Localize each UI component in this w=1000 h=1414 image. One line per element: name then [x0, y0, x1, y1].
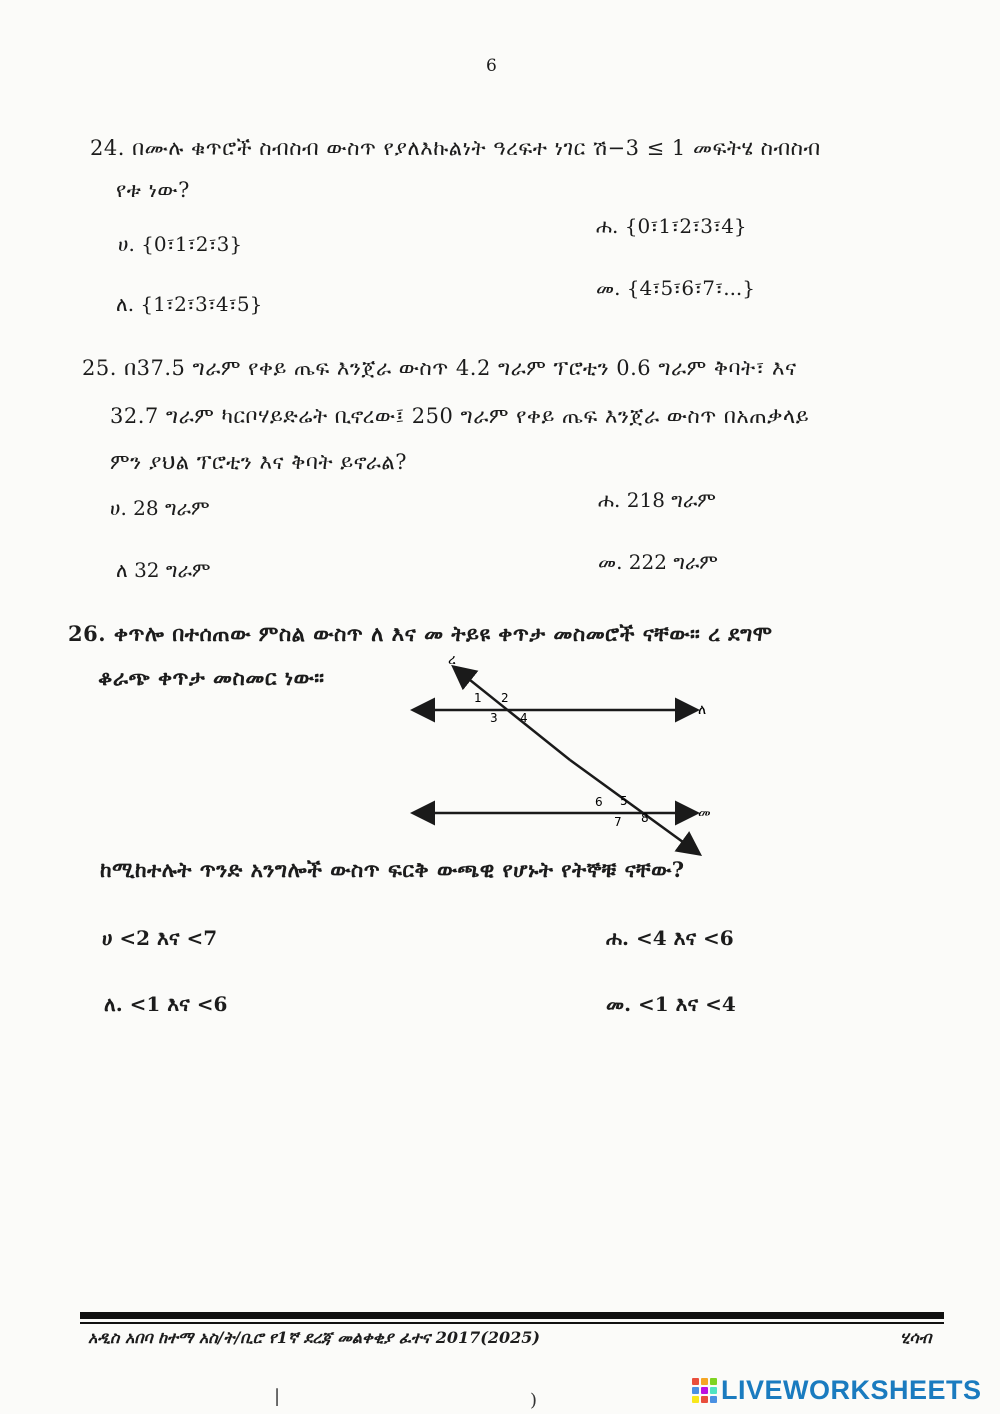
transversal-label: ረ: [448, 652, 456, 668]
bottom-line-label: መ: [698, 805, 711, 821]
footer-exam-title: አዲስ አበባ ከተማ አስ/ት/ቢሮ የ1ኛ ደረጃ መልቀቂያ ፈተና 2017(2025): [88, 1328, 540, 1347]
footer-subject: ሂሳብ: [900, 1328, 932, 1347]
question-26-option-b[interactable]: ለ. <1 እና <6: [104, 992, 228, 1016]
angle-label-7: 7: [614, 815, 622, 829]
scan-mark: ): [530, 1390, 538, 1411]
question-26-stem-line2: ቆራጭ ቀጥታ መስመር ነው።: [98, 665, 325, 690]
footer-rule-thick: [80, 1312, 944, 1319]
question-26-number: 26.: [68, 621, 107, 646]
question-26-stem-line1: ቀጥሎ በተሰጠው ምስል ውስጥ ለ እና መ ትይዩ ቀጥታ መስመሮች ናቸው። ረ ደግሞ: [113, 621, 773, 646]
transversal-line-up: [455, 668, 570, 760]
angle-label-2: 2: [501, 691, 509, 705]
question-25-number: 25.: [82, 356, 117, 380]
question-25-stem: [82, 346, 797, 390]
question-25-option-b[interactable]: ለ 32 ግራም: [116, 558, 211, 582]
angle-label-3: 3: [490, 711, 498, 725]
question-24-stem-line2: የቱ ነው?: [116, 178, 190, 202]
transversal-line-down: [570, 760, 698, 853]
question-24-option-a[interactable]: ሀ. {0፣1፣2፣3}: [118, 232, 243, 256]
question-24-option-d[interactable]: መ. {4፣5፣6፣7፣...}: [596, 276, 756, 300]
page-number: 6: [486, 56, 497, 76]
angle-label-1: 1: [474, 691, 482, 705]
question-25-stem-line3: ምን ያህል ፕሮቲን እና ቅባት ይኖራል?: [110, 450, 407, 474]
question-25-option-d[interactable]: መ. 222 ግራም: [598, 550, 718, 574]
liveworksheets-logo: [692, 1375, 982, 1406]
angle-label-8: 8: [641, 811, 649, 825]
top-line-label: ለ: [698, 702, 707, 718]
logo-text: LIVEWORKSHEETS: [721, 1375, 982, 1405]
angle-label-6: 6: [595, 795, 603, 809]
question-24-stem-line1: በሙሉ ቁጥሮች ስብስብ ውስጥ የያለእኩልነት ዓረፍተ ነገር ሽ−3 ≤ 1 መፍትሄ ስብስብ: [132, 136, 821, 160]
question-26-option-a[interactable]: ሀ <2 እና <7: [102, 926, 218, 950]
scan-mark: |: [274, 1386, 281, 1407]
question-25-option-c[interactable]: ሐ. 218 ግራም: [598, 488, 716, 512]
question-26-prompt: ከሚከተሉት ጥንድ አንግሎች ውስጥ ፍርቅ ውጫዊ የሆኑት የትኞቹ ናቸው?: [100, 857, 685, 882]
question-25-option-a[interactable]: ሀ. 28 ግራም: [110, 496, 210, 520]
question-24-stem: [90, 126, 821, 170]
question-26-option-c[interactable]: ሐ. <4 እና <6: [606, 926, 734, 950]
question-25-stem-line2: 32.7 ግራም ካርቦሃይድሬት ቢኖረው፤ 250 ግራም የቀይ ጤፍ እንጀራ ውስጥ በአጠቃላይ: [110, 404, 810, 428]
question-26-option-d[interactable]: መ. <1 እና <4: [606, 992, 736, 1016]
logo-grid-icon: [692, 1378, 717, 1403]
angle-label-4: 4: [520, 711, 528, 725]
parallel-lines-figure: [400, 650, 740, 860]
question-24-number: 24.: [90, 136, 125, 160]
angle-label-5: 5: [620, 794, 628, 808]
question-24-option-b[interactable]: ለ. {1፣2፣3፣4፣5}: [116, 292, 263, 316]
footer-rule-thin: [80, 1322, 944, 1324]
question-25-stem-line1: በ37.5 ግራም የቀይ ጤፍ እንጀራ ውስጥ 4.2 ግራም ፕሮቲን 0.6 ግራም ቅባት፣ እና: [124, 356, 797, 380]
question-24-option-c[interactable]: ሐ. {0፣1፣2፣3፣4}: [596, 214, 747, 238]
